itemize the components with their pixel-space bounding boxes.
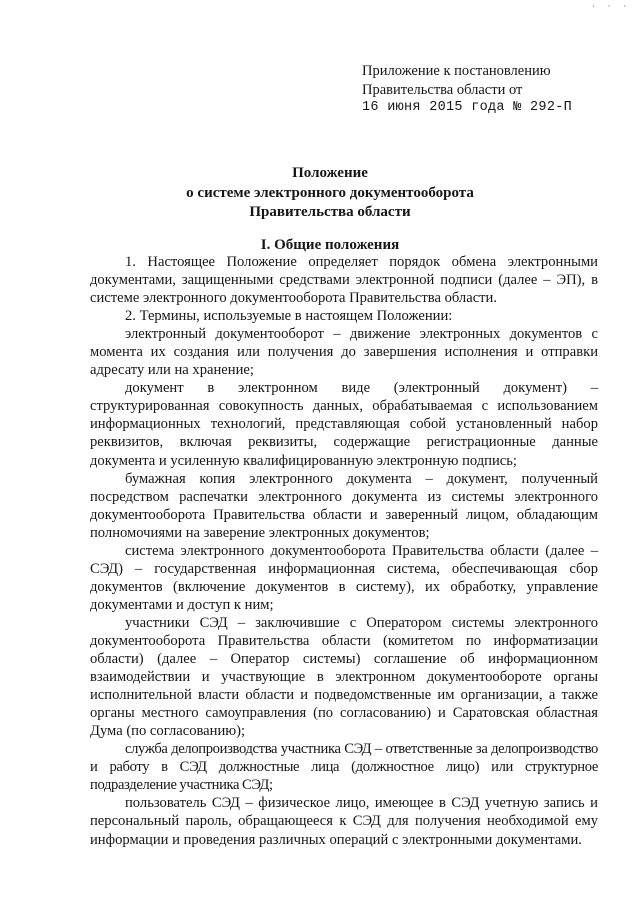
paragraph: 2. Термины, используемые в настоящем Положении: — [125, 308, 453, 325]
paragraph: участники СЭД – заключившие с Оператором системы электронного документооборота Правительства области (комитетом по информатизации области) (далее – Оператор системы) соглашение об информационном взаимодействии и участвующие в электронном документообороте органы исполнительной власти области и подведомственные им организации, а также органы местного самоуправления (по согласованию) и Саратовская областная Дума (по согласованию); — [90, 614, 598, 740]
appendix-line: Правительства области от — [362, 81, 523, 98]
document-title — [70, 164, 590, 223]
paragraph: бумажная копия электронного документа – документ, полученный посредством распечатки электронного документа из системы электронного документооборота Правительства области и заверенный лицом, обладающим полномочиями на заверение электронных документов; — [90, 470, 598, 541]
paragraph: 1. Настоящее Положение определяет порядок обмена электронными документами, защищенными средствами электронной подписи (далее – ЭП), в системе электронного документооборота Правительства области. — [90, 254, 598, 307]
document-body — [90, 253, 598, 849]
appendix-date-line: 16 июня 2015 года № 292-П — [362, 100, 573, 115]
paragraph: система электронного документооборота Правительства области (далее – СЭД) – государственная информационная система, обеспечивающая сбор документов (включение документов в систему), их обработку, управление документами и доступ к ним; — [90, 542, 598, 613]
appendix-block — [362, 62, 632, 118]
appendix-line: Приложение к постановлению — [362, 63, 551, 79]
title-line: Положение — [292, 165, 368, 181]
paragraph: служба делопроизводства участника СЭД – ответственные за делопроизводство и работу в СЭД должностные лица (должностное лицо) или структурное подразделение участника СЭД; — [90, 741, 598, 794]
corner-marks: · · · — [590, 2, 630, 11]
paragraph: пользователь СЭД – физическое лицо, имеющее в СЭД учетную запись и персональный пароль, обращающееся к СЭД для получения необходимой ему информации и проведения различных операций с электронными документами. — [90, 795, 598, 848]
section-title: I. Общие положения — [260, 237, 400, 253]
title-line: о системе электронного документооборота — [186, 184, 474, 201]
paragraph: документ в электронном виде (электронный документ) – структурированная совокупность данных, обрабатываемая с использованием информационных технологий, представляющая собой установленный набор реквизитов, включая реквизиты, содержащие регистрационные данные документа и усиленную квалифицированную электронную подпись; — [90, 380, 598, 469]
paragraph: электронный документооборот – движение электронных документов с момента их создания или получения до завершения исполнения и отправки адресату или на хранение; — [90, 326, 598, 379]
title-line: Правительства области — [249, 204, 411, 220]
